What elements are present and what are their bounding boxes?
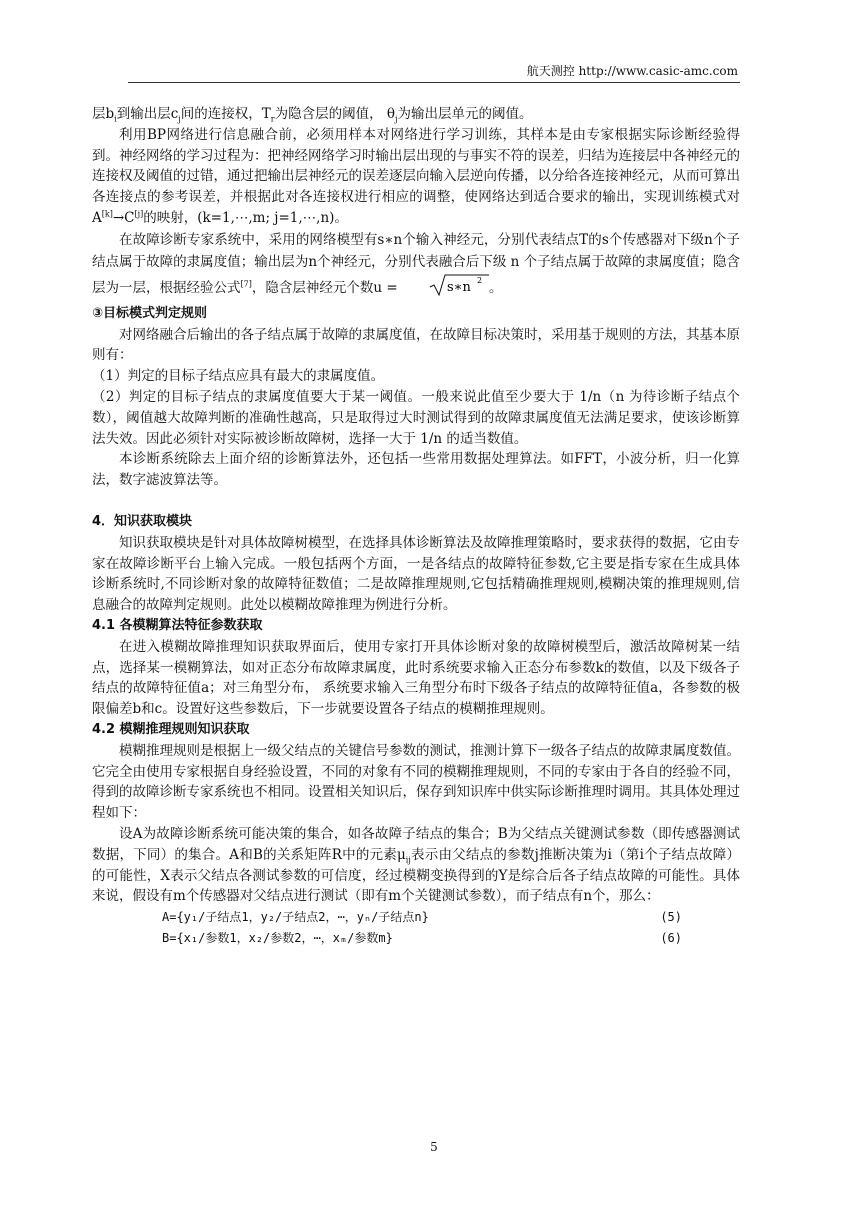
page-number: 5 [430, 1140, 438, 1154]
subscript: ij [405, 855, 411, 865]
text: 为隐含层的阈值， θ [274, 106, 396, 122]
text: 利用BP网络进行信息融合前，必须用样本对网络进行学习训练，其样本是由专家根据实际诊断经验得到。神经网络的学习过程为：把神经网络学习时输出层出现的与事实不符的误差，归结为连接层中各神经元的连接权及阈值的过错，通过把输出层神经元的误差逐层向输入层逆向传播，以分给各连接神经元，从而可算出各连接点的参考误差，并根据此对各连接权进行相应的调整，使网络达到适合要求的输出，实现训练模式对A [92, 126, 740, 226]
paragraph-sets [92, 824, 740, 907]
text: 的映射，(k=1,⋯,m; j=1,⋯,n)。 [143, 209, 348, 226]
text: 设A为故障诊断系统可能决策的集合，如各故障子结点的集合；B为父结点关键测试参数（即传感器测试数据，下同）的集合。A和B的关系矩阵R中的元素μ [92, 825, 740, 863]
paragraph-4-2: 模糊推理规则是根据上一级父结点的关键信号参数的测试，推测计算下一级各子结点的故障隶属度数值。它完全由使用专家根据自身经验设置，不同的对象有不同的模糊推理规则，不同的专家由于各自的经验不同，得到的故障诊断专家系统也不相同。设置相关知识后，保存到知识库中供实际诊断推理时调用。其具体处理过程如下： [92, 742, 740, 822]
superscript: [k] [101, 209, 113, 219]
subscript: i [114, 114, 117, 124]
equation-number: (6) [660, 930, 682, 945]
formula-text: A={y₁/子结点1，y₂/子结点2，⋯，yₙ/子结点n} [162, 910, 429, 925]
sqrt-formula [402, 273, 489, 304]
subscript: j [395, 114, 398, 124]
spacer [92, 491, 740, 512]
paragraph-network-model [92, 229, 740, 304]
formula-5 [92, 907, 740, 928]
sqrt-radicand: s∗n [446, 279, 471, 295]
text: 表示由父结点的参数j推断决策为i（第i个子结点故障）的可能性，X表示父结点各测试参数的可信度，经过模糊变换得到的Y是综合后各子结点故障的可能性。具体来说，假设有m个传感器对父结点进行测试（即有m个关键测试参数），而子结点有n个，那么： [92, 846, 740, 905]
formula-6 [92, 928, 740, 949]
text: 。 [488, 279, 503, 296]
formula-text: B={x₁/参数1，x₂/参数2，⋯，xₘ/参数m} [162, 930, 393, 945]
header-rule [128, 82, 740, 83]
paragraph-other-algorithms: 本诊断系统除去上面介绍的诊断算法外，还包括一些常用数据处理算法。如FFT，小波分析，归一化算法，数字滤波算法等。 [92, 451, 740, 489]
paragraph-bp-training [92, 125, 740, 229]
text: 层b [92, 106, 115, 122]
text: 为输出层单元的阈值。 [397, 106, 533, 122]
heading-4-1: 4.1 各模糊算法特征参数获取 [92, 617, 263, 633]
paragraph-4-1: 在进入模糊故障推理知识获取界面后，使用专家打开具体诊断对象的故障树模型后，激活故障树某一结点，选择某一模糊算法，如对正态分布故障隶属度，此时系统要求输入正态分布参数k的数值，以及下级各子结点的故障特征值a；对三角型分布， 系统要求输入三角型分布时下级各子结点的故障特征值a，各参数的极限偏差b和c。设置好这些参数后，下一步就要设置各子结点的模糊推理规则。 [92, 638, 740, 718]
subscript: j [178, 114, 181, 124]
running-header: 航天测控 http://www.casic-amc.com [526, 64, 738, 78]
paragraph-continuation [92, 104, 740, 125]
text: 间的连接权，T [180, 106, 271, 122]
text: ，隐含层神经元个数u = [251, 279, 402, 296]
heading-target-rule: ③目标模式判定规则 [92, 305, 208, 321]
text: 在故障诊断专家系统中，采用的网络模型有s∗n个输入神经元，分别代表结点T的s个传感器对下级n个子结点属于故障的隶属度值；输出层为n个神经元，分别代表融合后下级 n 个子结点属于故障的隶属度值；隐含层为一层，根据经验公式 [92, 231, 740, 296]
page-body [92, 104, 740, 949]
text: 到输出层c [116, 106, 179, 122]
paragraph-rule-intro: 对网络融合后输出的各子结点属于故障的隶属度值，在故障目标决策时，采用基于规则的方法，其基本原则有： [92, 326, 740, 364]
heading-knowledge-module: 4．知识获取模块 [92, 513, 193, 529]
paragraph-rule-2: （2）判定的目标子结点的隶属度值要大于某一阈值。一般来说此值至少要大于 1/n（n 为待诊断子结点个数），阈值越大故障判断的准确性越高，只是取得过大时测试得到的故障隶属度值无法满足要求，使该诊断算法失效。因此必须针对实际被诊断故障树，选择一大于 1/n 的适当数值。 [92, 388, 740, 447]
equation-number: (5) [660, 910, 682, 925]
paragraph-rule-1: （1）判定的目标子结点应具有最大的隶属度值。 [92, 368, 385, 385]
paragraph-knowledge-module: 知识获取模块是针对具体故障树模型，在选择具体诊断算法及故障推理策略时，要求获得的数据，它由专家在故障诊断平台上输入完成。一般包括两个方面，一是各结点的故障特征参数,它主要是指专家在生成具体诊断系统时,不同诊断对象的故障特征数值；二是故障推理规则,它包括精确推理规则,模糊决策的推理规则,信息融合的故障判定规则。此处以模糊故障推理为例进行分析。 [92, 534, 740, 614]
heading-4-2: 4.2 模糊推理规则知识获取 [92, 721, 250, 737]
superscript: [j] [134, 209, 144, 219]
text: →C [112, 209, 135, 226]
sqrt-exponent: 2 [476, 275, 483, 285]
sqrt-symbol [429, 273, 489, 297]
citation: [7] [240, 279, 252, 289]
subscript: r [270, 114, 275, 124]
